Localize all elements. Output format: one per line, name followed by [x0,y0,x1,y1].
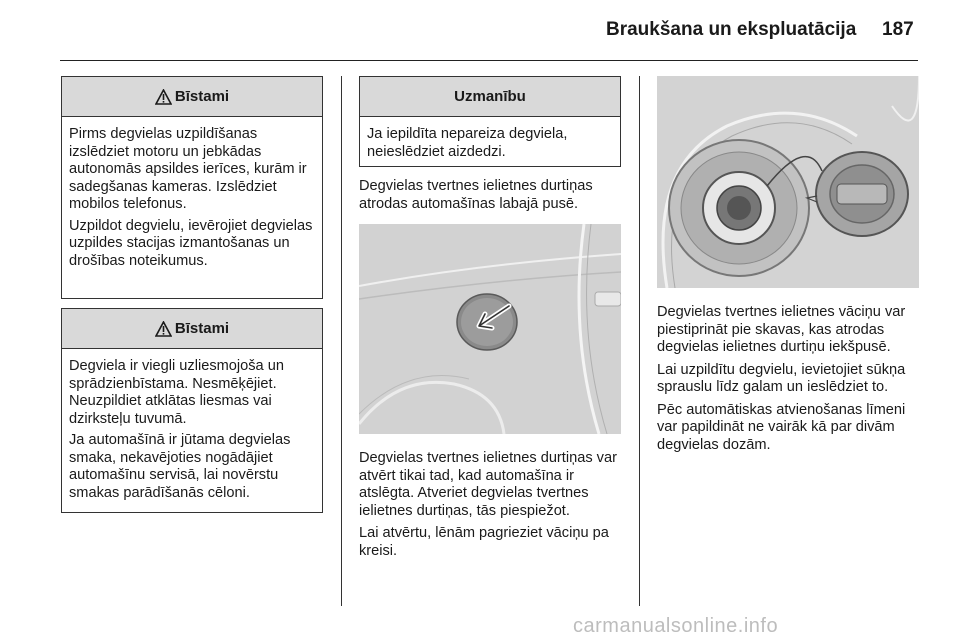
fuel-cap-instructions [657,304,929,459]
warning-box-fuel-safety [61,76,323,299]
caution-box-body [360,117,620,161]
paragraph: Uzpildot degvielu, ievērojiet degvielas uzpildes stacijas izmantošanas un drošības noteikumus. [69,217,313,269]
caution-box-wrong-fuel [359,76,621,167]
car-side-fuel-door-drawing [359,224,621,434]
column-divider-right [639,76,640,606]
page-title: Braukšana un ekspluatācija [606,19,857,40]
warning-triangle-icon [155,89,172,105]
warning-box-flammable [61,308,323,513]
paragraph: Lai atvērtu, lēnām pagrieziet vāciņu pa kreisi. [359,525,609,559]
fuel-door-location-text [359,178,625,218]
paragraph: Degviela ir viegli uzliesmojoša un sprādzienbīstama. Nesmēķējiet. Neuzpildiet atklātas liesmas vai dzirksteļu tuvumā. [69,358,284,427]
warning-box-body [62,349,322,502]
watermark-text: carmanualsonline.info [573,615,779,637]
warning-triangle-icon [155,321,172,337]
warning-box-header [62,309,322,349]
paragraph: Ja automašīnā ir jūtama degvielas smaka, nekavējoties nogādājiet automašīnu servisā, lai novērstu smakas parādīšanās cēloni. [69,432,291,501]
paragraph: Degvielas tvertnes ielietnes durtiņas var atvērt tikai tad, kad automašīna ir atslēgta. Atveriet degvielas tvertnes ielietnes durtiņas, tās piespiežot. [359,450,617,519]
page-number: 187 [882,19,914,40]
paragraph: Pirms degvielas uzpildīšanas izslēdziet motoru un jebkādas autonomās apsildes ierīces, kurām ir sadegšanas kameras. Izslēdziet mobilos telefonus. [69,126,307,212]
warning-box-body [62,117,322,270]
warning-box-header [62,77,322,117]
paragraph: Degvielas tvertnes ielietnes durtiņas atrodas automašīnas labajā pusē. [359,178,593,212]
paragraph: Lai uzpildītu degvielu, ievietojiet sūkņa sprauslu līdz galam un ieslēdziet to. [657,361,906,395]
paragraph: Ja iepildīta nepareiza degviela, neieslēdziet aizdedzi. [367,126,568,160]
column-divider-left [341,76,342,606]
caution-box-header [360,77,620,117]
fuel-cap-drawing [657,76,919,288]
paragraph: Degvielas tvertnes ielietnes vāciņu var piestiprināt pie skavas, kas atrodas degvielas ielietnes durtiņu iekšpusē. [657,304,906,355]
paragraph: Pēc automātiskas atvienošanas līmeni var papildināt ne vairāk kā par divām degvielas dozām. [657,401,906,453]
fuel-door-illustration [359,224,621,434]
warning-box-title: Bīstami [174,88,230,105]
fuel-cap-illustration [657,76,919,288]
warning-box-title: Bīstami [174,320,230,337]
header-rule [60,60,918,61]
caution-box-title: Uzmanību [454,88,526,105]
fuel-door-open-instructions [359,450,629,565]
